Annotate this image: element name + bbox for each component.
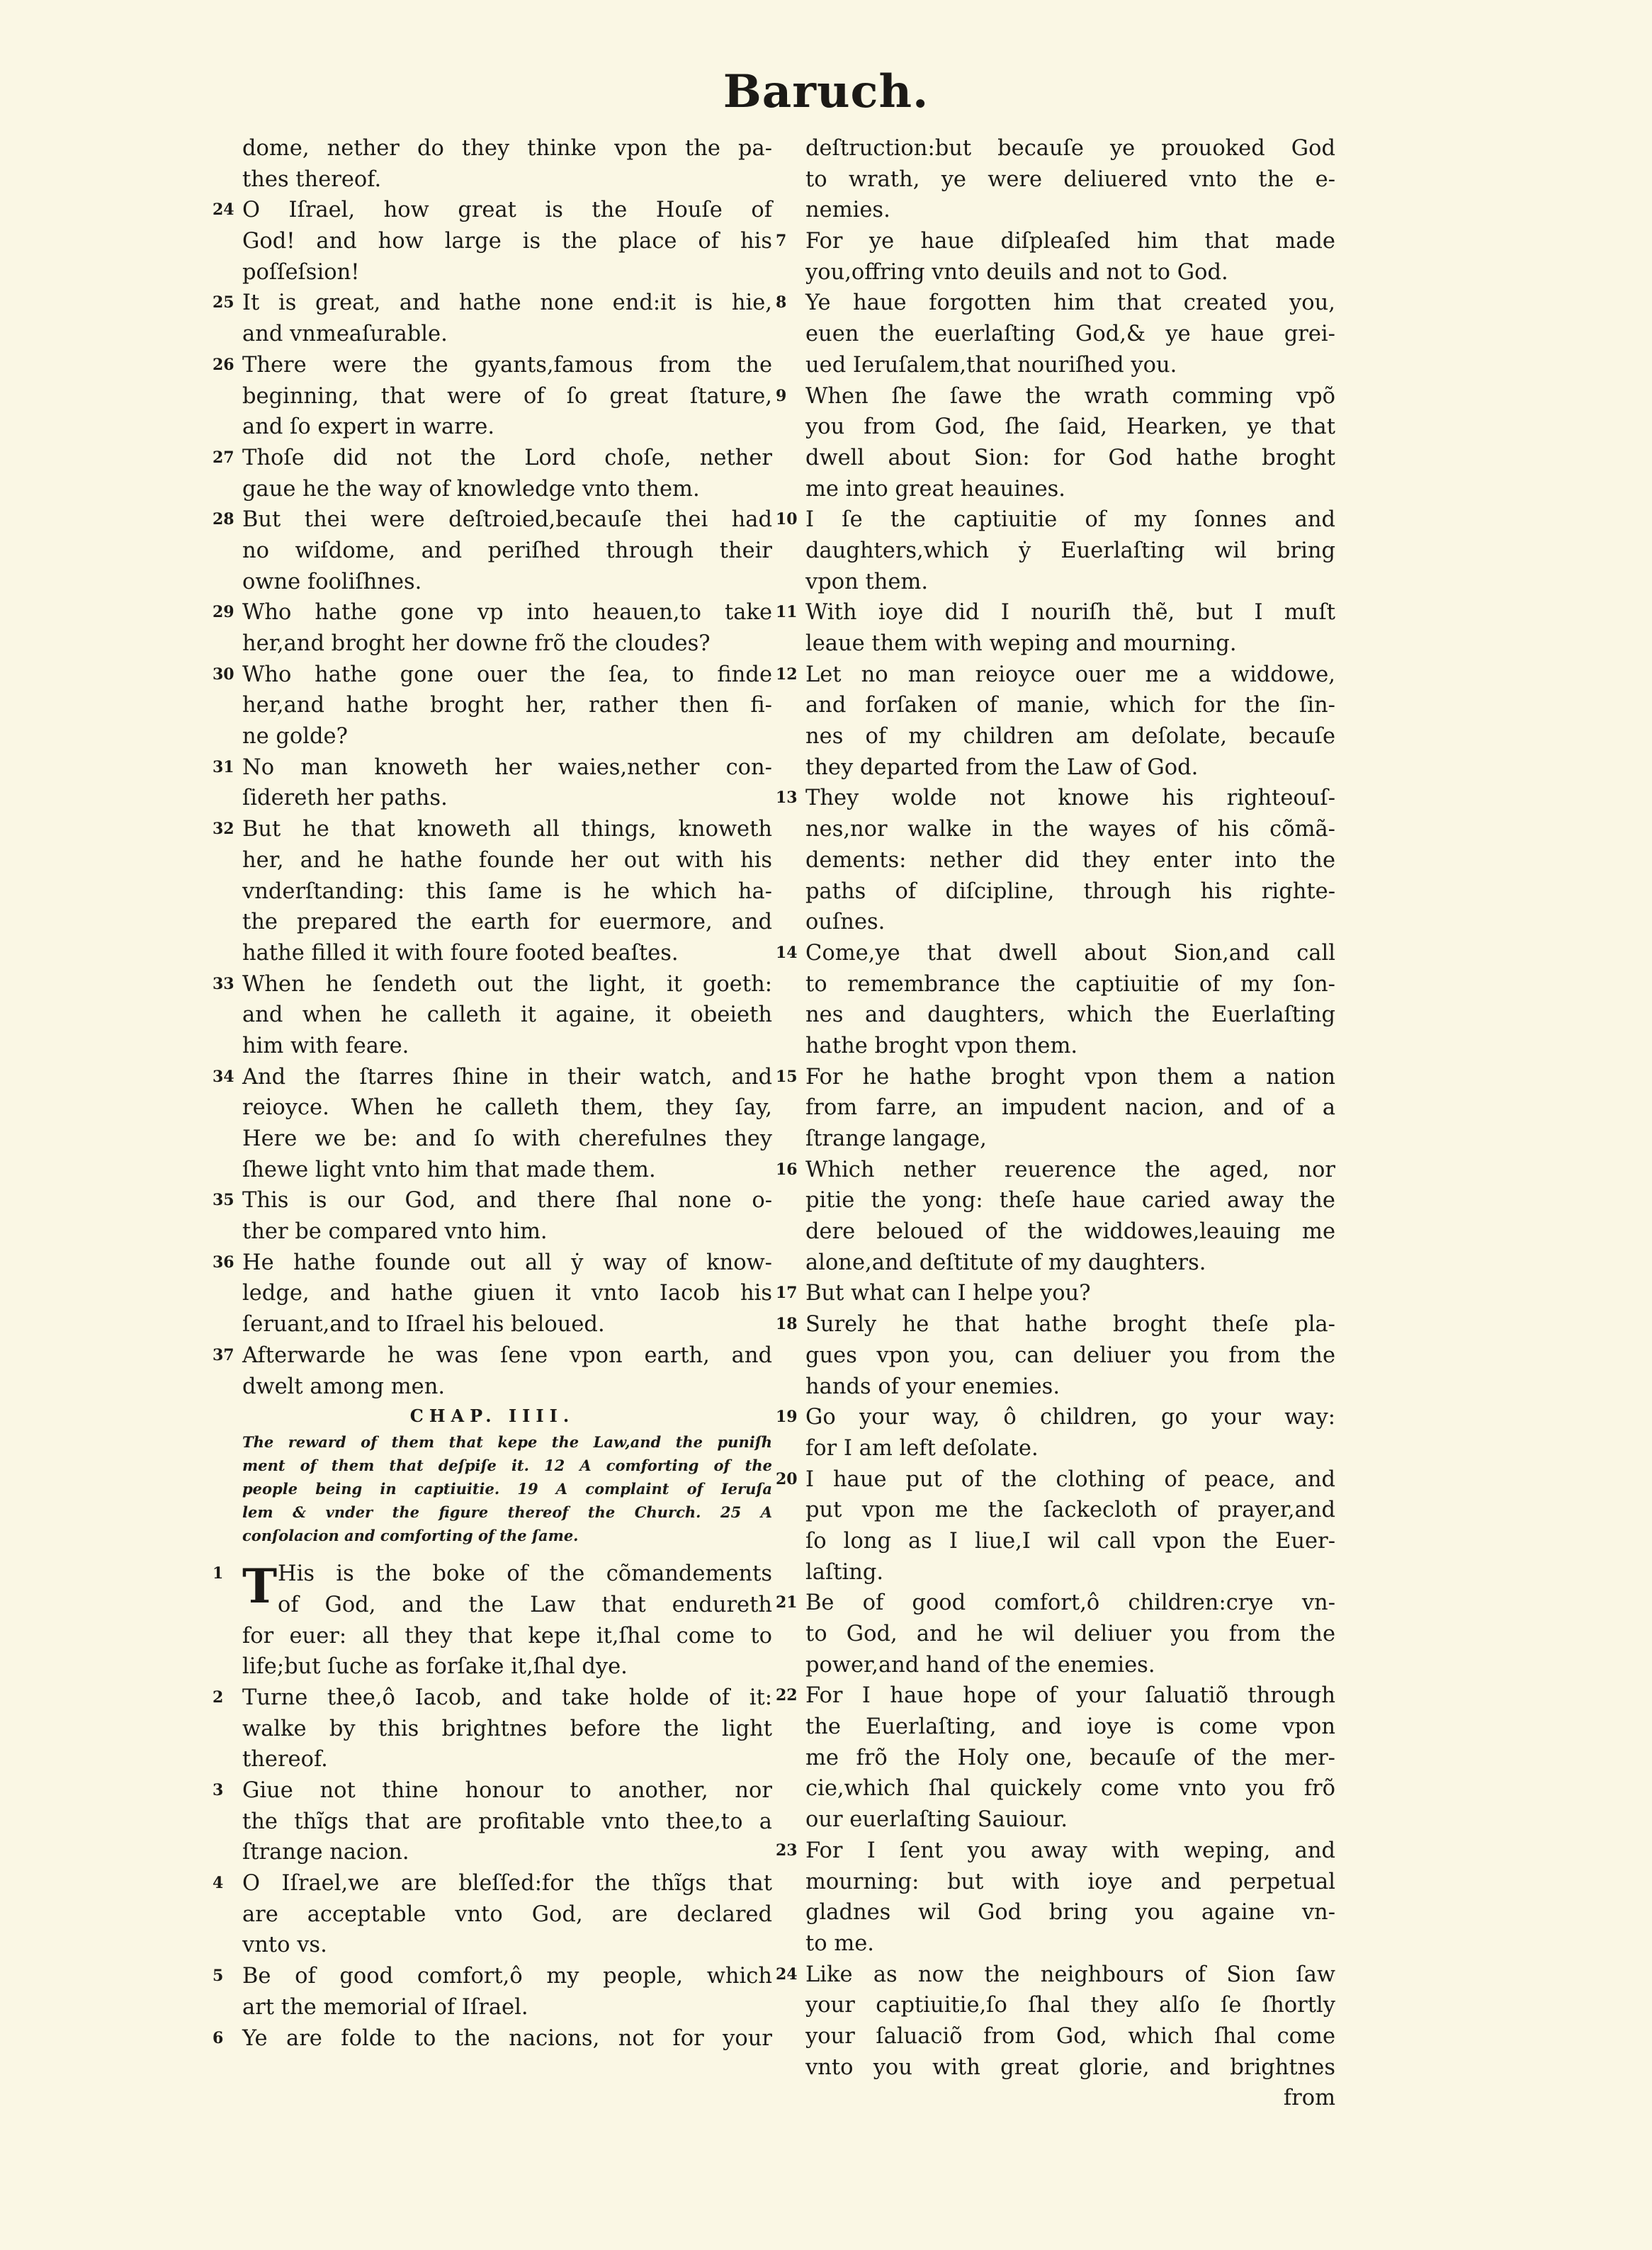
text-line <box>776 1278 1335 1309</box>
text-line <box>776 690 1335 721</box>
verse-number: 28 <box>213 510 234 529</box>
line-text: gues vpon you, can deliuer you from the <box>805 1342 1335 1368</box>
text-line <box>213 1155 772 1186</box>
text-line <box>213 876 772 908</box>
verse-number: 29 <box>213 603 234 622</box>
line-text: vpon them. <box>805 569 929 594</box>
verse-number: 8 <box>776 293 787 312</box>
line-text: Afterwarde he was ſene vpon earth, and <box>242 1342 772 1368</box>
line-text: leaue them with weping and mourning. <box>805 631 1237 656</box>
verse-number: 36 <box>213 1253 234 1272</box>
text-line <box>776 1960 1335 1991</box>
text-line <box>776 1092 1335 1124</box>
verse-number: 9 <box>776 386 787 405</box>
text-line <box>776 1309 1335 1340</box>
text-line <box>776 2052 1335 2084</box>
text-line <box>213 504 772 536</box>
text-line <box>213 1185 772 1216</box>
verse-number: 23 <box>776 1841 798 1860</box>
line-text: beginning, that were of ſo great ſtature, <box>242 383 772 409</box>
text-line <box>213 907 772 938</box>
text-line <box>213 1807 772 1838</box>
line-text: dere beloued of the widdowes,leauing me <box>805 1219 1335 1245</box>
line-text: life;but ſuche as forſake it,ſhal dye. <box>242 1654 628 1680</box>
text-line <box>213 443 772 474</box>
line-text: I ſe the captiuitie of my ſonnes and <box>805 507 1335 533</box>
text-line <box>213 1372 772 1403</box>
verse-number: 35 <box>213 1191 234 1210</box>
text-line <box>776 226 1335 257</box>
text-line <box>776 628 1335 660</box>
line-text: When he ſendeth out the light, it goeth: <box>242 971 772 997</box>
text-line <box>213 474 772 505</box>
line-text: ledge, and hathe giuen it vnto Iacob his <box>242 1281 772 1306</box>
line-text: But what can I helpe you? <box>805 1281 1091 1306</box>
text-line <box>776 845 1335 876</box>
text-line <box>776 907 1335 938</box>
text-line <box>776 783 1335 814</box>
verse-number: 30 <box>213 665 234 684</box>
verse-number: 10 <box>776 510 798 529</box>
line-text: They wolde not knowe his righteouſ- <box>805 786 1335 811</box>
text-line <box>776 1928 1335 1960</box>
line-text: him with feare. <box>242 1033 409 1058</box>
line-text: hathe broght vpon them. <box>805 1033 1078 1058</box>
line-text: and forſaken of manie, which for the ſin- <box>805 693 1335 718</box>
chapter-summary-line: people being in captiuitie. 19 A complaint of Ieruſa <box>242 1480 772 1498</box>
line-text: they departed from the Law of God. <box>805 754 1199 780</box>
verse-number: 24 <box>776 1964 798 1984</box>
text-line <box>213 350 772 381</box>
text-line <box>776 412 1335 443</box>
line-text: ne golde? <box>242 724 348 750</box>
text-line <box>776 814 1335 845</box>
text-line <box>776 721 1335 752</box>
text-line <box>776 1712 1335 1743</box>
text-line <box>213 1930 772 1961</box>
line-text: Like as now the neighbours of Sion ſaw <box>805 1962 1335 1987</box>
line-text: your ſaluaciõ from God, which ſhal come <box>805 2023 1335 2049</box>
verse-number: 15 <box>776 1067 798 1086</box>
line-text: her,and broght her downe frõ the cloudes? <box>242 631 711 656</box>
line-text: power,and hand of the enemies. <box>805 1652 1155 1678</box>
line-text: O Iſrael, how great is the Houſe of <box>242 198 772 223</box>
line-text: thereof. <box>242 1747 328 1773</box>
text-line <box>776 1897 1335 1928</box>
text-line <box>776 1588 1335 1619</box>
verse-number: 34 <box>213 1067 234 1086</box>
text-line <box>213 412 772 443</box>
verse-number: 25 <box>213 293 234 312</box>
text-line <box>776 1680 1335 1712</box>
text-line <box>776 381 1335 412</box>
line-text: for euer: all they that kepe it,ſhal come to <box>242 1623 772 1649</box>
line-text: for I am left deſolate. <box>805 1435 1039 1461</box>
chapter-summary-line: ment of them that deſpiſe it. 12 A comforting of the <box>242 1457 772 1475</box>
line-text: vnto you with great glorie, and brightnes <box>805 2054 1335 2080</box>
drop-cap: T <box>242 1559 278 1615</box>
verse-number: 20 <box>776 1469 798 1488</box>
text-line <box>776 536 1335 567</box>
text-line <box>776 504 1335 536</box>
text-line <box>213 1000 772 1031</box>
verse-number: 13 <box>776 788 798 808</box>
text-line <box>213 597 772 628</box>
line-text: vnderſtanding: this ſame is he which ha- <box>242 878 772 904</box>
line-text: me frõ the Holy one, becauſe of the mer- <box>805 1745 1335 1770</box>
line-text: Come,ye that dwell about Sion,and call <box>805 940 1335 966</box>
line-text: the thĩgs that are profitable vnto thee,to a <box>242 1809 772 1834</box>
verse-number: 11 <box>776 603 798 622</box>
text-line <box>776 1216 1335 1248</box>
line-text: vnto vs. <box>242 1933 327 1958</box>
line-text: daughters,which ẏ Euerlaſting wil bring <box>805 538 1335 563</box>
text-line <box>776 1000 1335 1031</box>
line-text: Go your way, ô children, go your way: <box>805 1405 1335 1430</box>
line-text: dome, nether do they thinke vpon the pa- <box>242 136 772 161</box>
line-text: This is our God, and there ſhal none o- <box>242 1188 772 1214</box>
text-line <box>213 1775 772 1807</box>
chapter-heading: CHAP. IIII. <box>409 1406 575 1427</box>
text-line <box>213 1092 772 1124</box>
text-line <box>213 1899 772 1930</box>
text-line <box>776 474 1335 505</box>
verse-number: 26 <box>213 355 234 374</box>
line-text: For I haue hope of your ſaluatiõ through <box>805 1683 1335 1709</box>
text-line <box>213 288 772 319</box>
text-line <box>213 1278 772 1309</box>
line-text: gaue he the way of knowledge vnto them. <box>242 476 700 502</box>
line-text: And the ſtarres ſhine in their watch, and <box>242 1064 772 1090</box>
line-text: from farre, an impudent nacion, and of a <box>805 1095 1335 1121</box>
line-text: With ioye did I nouriſh thẽ, but I muſt <box>805 600 1335 626</box>
line-text: Giue not thine honour to another, nor <box>242 1778 772 1803</box>
line-text: no wiſdome, and periſhed through their <box>242 538 772 563</box>
line-text: Which nether reuerence the aged, nor <box>805 1157 1335 1182</box>
line-text: For ye haue diſpleaſed him that made <box>805 229 1335 254</box>
line-text: ſeruant,and to Iſrael his beloued. <box>242 1312 605 1338</box>
line-text: you,offring vnto deuils and not to God. <box>805 259 1228 285</box>
line-text: ſo long as I liue,I wil call vpon the Euer- <box>805 1528 1335 1554</box>
line-text: laſting. <box>805 1559 884 1585</box>
text-line <box>213 814 772 845</box>
line-text: ſtrange nacion. <box>242 1840 409 1865</box>
line-text: Turne thee,ô Iacob, and take holde of it: <box>242 1685 772 1710</box>
verse-number: 3 <box>213 1781 224 1799</box>
line-text: nes,nor walke in the wayes of his cõmã- <box>805 817 1335 842</box>
text-line <box>213 319 772 350</box>
verse-number: 18 <box>776 1315 798 1334</box>
verse-number: 27 <box>213 448 234 467</box>
line-text: the prepared the earth for euermore, and <box>242 910 772 935</box>
line-text: Who hathe gone vp into heauen,to take <box>242 600 772 626</box>
text-line <box>776 1773 1335 1804</box>
line-text: ſhewe light vnto him that made them. <box>242 1157 656 1182</box>
line-text: Who hathe gone ouer the ſea, to finde <box>242 662 772 687</box>
text-line <box>213 783 772 814</box>
text-line <box>776 133 1335 164</box>
text-line <box>776 1402 1335 1433</box>
text-line <box>213 752 772 784</box>
text-line <box>776 2083 1335 2114</box>
text-line <box>213 1216 772 1248</box>
text-line <box>776 1557 1335 1588</box>
line-text: For I ſent you away with weping, and <box>805 1838 1335 1863</box>
line-text: deſtruction:but becauſe ye prouoked God <box>805 136 1335 161</box>
page-title: Baruch. <box>723 65 929 118</box>
text-line <box>776 443 1335 474</box>
text-line <box>213 1309 772 1340</box>
line-text: the Euerlaſting, and ioye is come vpon <box>805 1714 1335 1740</box>
text-line <box>213 1744 772 1775</box>
line-text: Surely he that hathe broght theſe pla- <box>805 1312 1335 1338</box>
line-text: dwelt among men. <box>242 1374 446 1399</box>
text-line <box>213 195 772 226</box>
line-text: hands of your enemies. <box>805 1374 1060 1399</box>
text-line <box>213 1992 772 2023</box>
text-line <box>776 660 1335 691</box>
verse-number: 31 <box>213 757 234 776</box>
line-text: nemies. <box>805 198 890 223</box>
text-line <box>776 1248 1335 1279</box>
text-line <box>776 1619 1335 1650</box>
text-line <box>213 1124 772 1155</box>
text-line <box>776 1867 1335 1898</box>
line-text: Ye haue forgotten him that created you, <box>805 290 1335 316</box>
line-text: our euerlaſting Sauiour. <box>805 1807 1068 1833</box>
line-text: It is great, and hathe none end:it is hie, <box>242 290 772 316</box>
line-text: For he hathe broght vpon them a nation <box>805 1064 1335 1090</box>
text-line <box>213 164 772 196</box>
text-line <box>213 690 772 721</box>
line-text: to God, and he wil deliuer you from the <box>805 1622 1335 1646</box>
line-text: and when he calleth it againe, it obeieth <box>242 1002 772 1028</box>
text-line <box>213 1062 772 1093</box>
text-line <box>213 721 772 752</box>
line-text: me into great heauines. <box>805 476 1065 502</box>
line-text: your captiuitie,ſo ſhal they alſo ſe ſhortly <box>805 1993 1335 2018</box>
line-text: cie,which ſhal quickely come vnto you frõ <box>805 1776 1335 1802</box>
text-line <box>776 1990 1335 2021</box>
verse-number: 12 <box>776 665 798 684</box>
line-text: to wrath, ye were deliuered vnto the e- <box>805 166 1335 192</box>
verse-number: 32 <box>213 820 234 839</box>
text-line <box>213 1651 772 1683</box>
text-line <box>776 938 1335 969</box>
line-text: Ye are folde to the nacions, not for your <box>242 2025 772 2051</box>
line-text: dements: nether did they enter into the <box>805 847 1335 873</box>
text-line <box>213 1248 772 1279</box>
text-line <box>776 1464 1335 1496</box>
text-line <box>776 1031 1335 1062</box>
chapter-summary-line: lem & vnder the figure thereof the Church. 25 A <box>242 1503 772 1522</box>
line-text: thes thereof. <box>242 166 382 192</box>
text-line <box>776 1340 1335 1372</box>
catchword: from <box>1283 2086 1335 2111</box>
text-line <box>213 381 772 412</box>
line-text: Be of good comfort,ô my people, which <box>242 1964 772 1989</box>
text-line <box>776 1526 1335 1557</box>
line-text: There were the gyants,famous from the <box>242 352 772 378</box>
text-line <box>213 1714 772 1745</box>
line-text: ther be compared vnto him. <box>242 1219 548 1245</box>
line-text: are acceptable vnto God, are declared <box>242 1901 772 1927</box>
line-text: reioyce. When he calleth them, they ſay, <box>242 1095 772 1121</box>
line-text: poſſeſsion! <box>242 259 360 285</box>
line-text: nes and daughters, which the Euerlaſting <box>805 1002 1335 1028</box>
line-text: Thoſe did not the Lord choſe, nether <box>242 445 772 470</box>
line-text: gladnes wil God bring you againe vn- <box>805 1900 1335 1926</box>
line-text: and ſo expert in warre. <box>242 414 495 440</box>
verse-number: 19 <box>776 1408 798 1427</box>
text-line <box>776 2021 1335 2052</box>
text-line <box>776 257 1335 288</box>
text-line <box>776 288 1335 319</box>
text-line <box>213 226 772 257</box>
text-line <box>776 597 1335 628</box>
verse-number: 22 <box>776 1686 798 1705</box>
line-text: Be of good comfort,ô children:crye vn- <box>805 1590 1335 1616</box>
text-line <box>213 938 772 969</box>
verse-number: 17 <box>776 1284 798 1303</box>
line-text: art the memorial of Iſrael. <box>242 1994 528 2020</box>
line-text: Here we be: and ſo with cherefulnes they <box>242 1126 772 1151</box>
line-text: ſidereth her paths. <box>242 786 448 811</box>
line-text: O Iſrael,we are bleſſed:for the thĩgs that <box>242 1871 772 1896</box>
verse-number: 2 <box>213 1688 224 1707</box>
text-line <box>213 845 772 876</box>
line-text: to me. <box>805 1930 874 1956</box>
chapter-summary-line: conſolacion and comforting of the ſame. <box>242 1527 579 1545</box>
line-text: dwell about Sion: for God hathe broght <box>805 445 1335 470</box>
text-line <box>776 876 1335 908</box>
line-text: pitie the yong: theſe haue caried away the <box>805 1188 1335 1214</box>
line-text: ouſnes. <box>805 910 886 935</box>
left-column <box>213 133 772 2054</box>
verse-number: 14 <box>776 943 798 962</box>
text-line <box>213 1621 772 1652</box>
verse-number: 16 <box>776 1160 798 1179</box>
line-text: mourning: but with ioye and perpetual <box>805 1869 1335 1894</box>
verse-number: 33 <box>213 974 234 993</box>
text-line <box>776 567 1335 598</box>
verse-number: 5 <box>213 1967 224 1986</box>
text-line <box>213 1683 772 1714</box>
text-line <box>776 164 1335 196</box>
line-text: But thei were deſtroied,becauſe thei had <box>242 507 772 533</box>
line-text: ſtrange langage, <box>805 1126 987 1151</box>
text-line <box>776 195 1335 226</box>
text-line <box>776 1650 1335 1681</box>
text-line <box>213 1961 772 1992</box>
text-line <box>776 752 1335 784</box>
text-line <box>776 319 1335 350</box>
line-text: ued Ieruſalem,that nouriſhed you. <box>805 352 1177 378</box>
text-line <box>776 1062 1335 1093</box>
line-text: His is the boke of the cõmandements <box>278 1561 772 1587</box>
text-line <box>776 1155 1335 1186</box>
text-line <box>213 1590 772 1621</box>
line-text: No man knoweth her waies,nether con- <box>242 754 772 780</box>
verse-number: 1 <box>213 1564 224 1583</box>
line-text: paths of diſcipline, through his righte- <box>805 878 1335 904</box>
text-line <box>213 2023 772 2054</box>
verse-number: 4 <box>213 1874 224 1893</box>
text-line <box>213 628 772 660</box>
line-text: But he that knoweth all things, knoweth <box>242 817 772 842</box>
verse-number: 7 <box>776 232 787 251</box>
text-line <box>776 1433 1335 1464</box>
line-text: her, and he hathe founde her out with his <box>242 847 772 873</box>
text-line <box>213 1837 772 1868</box>
line-text: and vnmeaſurable. <box>242 322 448 347</box>
text-line <box>776 1743 1335 1774</box>
line-text: He hathe founde out all ẏ way of know- <box>242 1250 772 1275</box>
right-column <box>776 133 1335 2114</box>
text-line <box>213 536 772 567</box>
text-line <box>213 1868 772 1899</box>
text-line <box>776 969 1335 1000</box>
line-text: God! and how large is the place of his <box>242 229 772 254</box>
line-text: to remembrance the captiuitie of my ſon- <box>805 971 1335 997</box>
line-text: of God, and the Law that endureth <box>278 1592 772 1617</box>
text-line <box>776 1124 1335 1155</box>
text-line <box>776 1495 1335 1526</box>
text-line <box>776 1836 1335 1867</box>
line-text: euen the euerlaſting God,& ye haue grei- <box>805 322 1335 347</box>
line-text: owne fooliſhnes. <box>242 569 422 594</box>
text-line <box>776 350 1335 381</box>
text-line <box>776 1372 1335 1403</box>
line-text: When ſhe ſawe the wrath comming vpõ <box>805 383 1335 409</box>
line-text: you from God, ſhe ſaid, Hearken, ye that <box>805 414 1335 440</box>
verse-number: 6 <box>213 2028 224 2047</box>
text-line <box>213 969 772 1000</box>
text-line <box>213 133 772 164</box>
line-text: Let no man reioyce ouer me a widdowe, <box>805 662 1335 687</box>
text-line <box>776 1185 1335 1216</box>
verse-number: 37 <box>213 1345 234 1364</box>
line-text: I haue put of the clothing of peace, and <box>805 1466 1335 1492</box>
chapter-summary-line: The reward of them that kepe the Law,and the puniſh <box>242 1433 772 1452</box>
verse-number: 21 <box>776 1593 798 1612</box>
text-line <box>776 1804 1335 1836</box>
text-line <box>213 257 772 288</box>
line-text: put vpon me the ſackecloth of prayer,and <box>805 1498 1335 1523</box>
text-line <box>213 1340 772 1372</box>
line-text: alone,and deſtitute of my daughters. <box>805 1250 1206 1275</box>
text-line <box>213 1031 772 1062</box>
text-line <box>213 660 772 691</box>
line-text: walke by this brightnes before the light <box>242 1716 772 1741</box>
line-text: her,and hathe broght her, rather then fi- <box>242 693 772 718</box>
text-line <box>213 567 772 598</box>
line-text: nes of my children am deſolate, becauſe <box>805 724 1335 750</box>
verse-number: 24 <box>213 200 234 220</box>
line-text: hathe filled it with foure footed beaſtes. <box>242 940 679 966</box>
